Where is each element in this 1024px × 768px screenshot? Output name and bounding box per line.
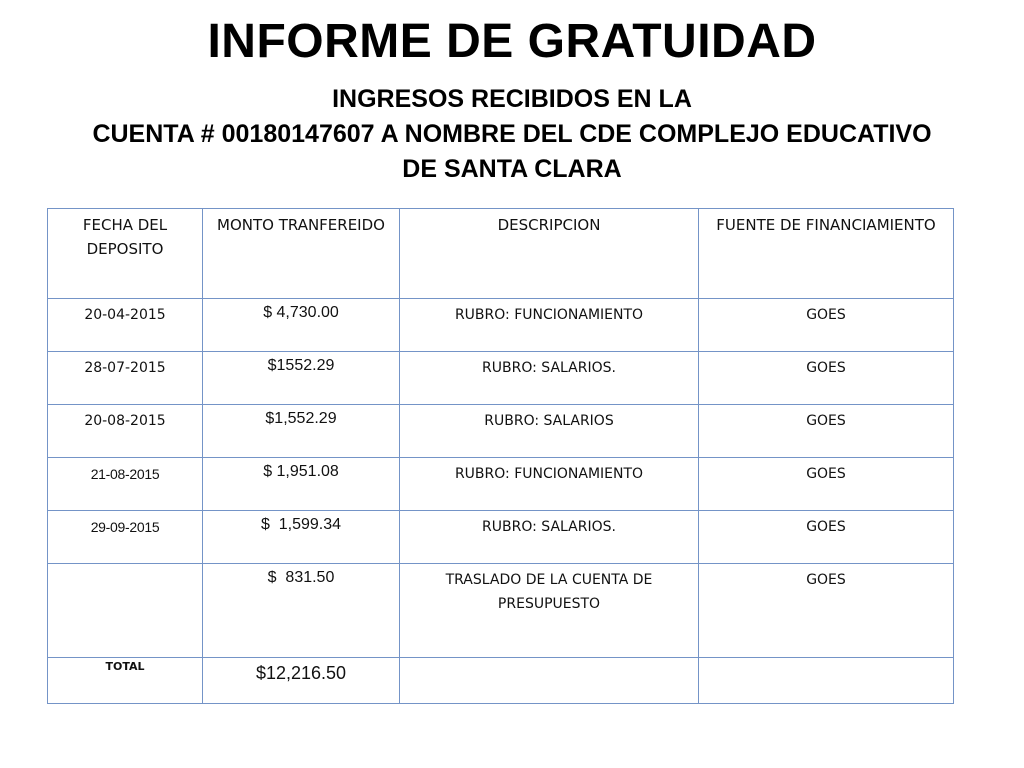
- cell-fecha: 28-07-2015: [48, 352, 203, 405]
- header-descripcion: DESCRIPCION: [400, 209, 699, 299]
- cell-descripcion: RUBRO: FUNCIONAMIENTO: [400, 299, 699, 352]
- total-empty-cell: [699, 658, 954, 704]
- cell-monto: $ 1,599.34: [203, 511, 400, 564]
- cell-fuente: GOES: [699, 511, 954, 564]
- cell-monto: $1552.29: [203, 352, 400, 405]
- cell-fecha: 20-08-2015: [48, 405, 203, 458]
- cell-fuente: GOES: [699, 352, 954, 405]
- total-empty-cell: [400, 658, 699, 704]
- cell-fecha: [48, 564, 203, 658]
- cell-fecha: 29-09-2015: [48, 511, 203, 564]
- header-fuente: FUENTE DE FINANCIAMIENTO: [699, 209, 954, 299]
- table-row: [48, 564, 954, 658]
- cell-fuente: GOES: [699, 299, 954, 352]
- table-row: [48, 458, 954, 511]
- cell-fuente: GOES: [699, 405, 954, 458]
- subtitle-line-3: DE SANTA CLARA: [402, 155, 622, 183]
- cell-fecha: 21-08-2015: [48, 458, 203, 511]
- cell-descripcion: RUBRO: FUNCIONAMIENTO: [400, 458, 699, 511]
- cell-descripcion: TRASLADO DE LA CUENTA DE PRESUPUESTO: [400, 564, 699, 658]
- cell-fuente: GOES: [699, 458, 954, 511]
- cell-fecha: 20-04-2015: [48, 299, 203, 352]
- table-header-row: [48, 209, 954, 299]
- deposits-table: [47, 208, 954, 704]
- cell-descripcion: RUBRO: SALARIOS: [400, 405, 699, 458]
- cell-monto: $ 1,951.08: [203, 458, 400, 511]
- cell-monto: $ 831.50: [203, 564, 400, 658]
- table-row: [48, 299, 954, 352]
- cell-descripcion: RUBRO: SALARIOS.: [400, 352, 699, 405]
- cell-monto: $1,552.29: [203, 405, 400, 458]
- header-fecha: FECHA DEL DEPOSITO: [48, 209, 203, 299]
- table-total-row: [48, 658, 954, 704]
- subtitle-line-1: INGRESOS RECIBIDOS EN LA: [332, 85, 692, 113]
- table-row: [48, 352, 954, 405]
- report-subtitle: [40, 82, 984, 187]
- total-label: TOTAL: [48, 658, 203, 704]
- table-row: [48, 511, 954, 564]
- cell-monto: $ 4,730.00: [203, 299, 400, 352]
- subtitle-line-2: CUENTA # 00180147607 A NOMBRE DEL CDE COMPLEJO EDUCATIVO: [92, 120, 932, 148]
- table-row: [48, 405, 954, 458]
- cell-descripcion: RUBRO: SALARIOS.: [400, 511, 699, 564]
- header-monto: MONTO TRANFEREIDO: [203, 209, 400, 299]
- cell-fuente: GOES: [699, 564, 954, 658]
- total-amount: $12,216.50: [203, 658, 400, 704]
- report-title: INFORME DE GRATUIDAD: [207, 15, 817, 68]
